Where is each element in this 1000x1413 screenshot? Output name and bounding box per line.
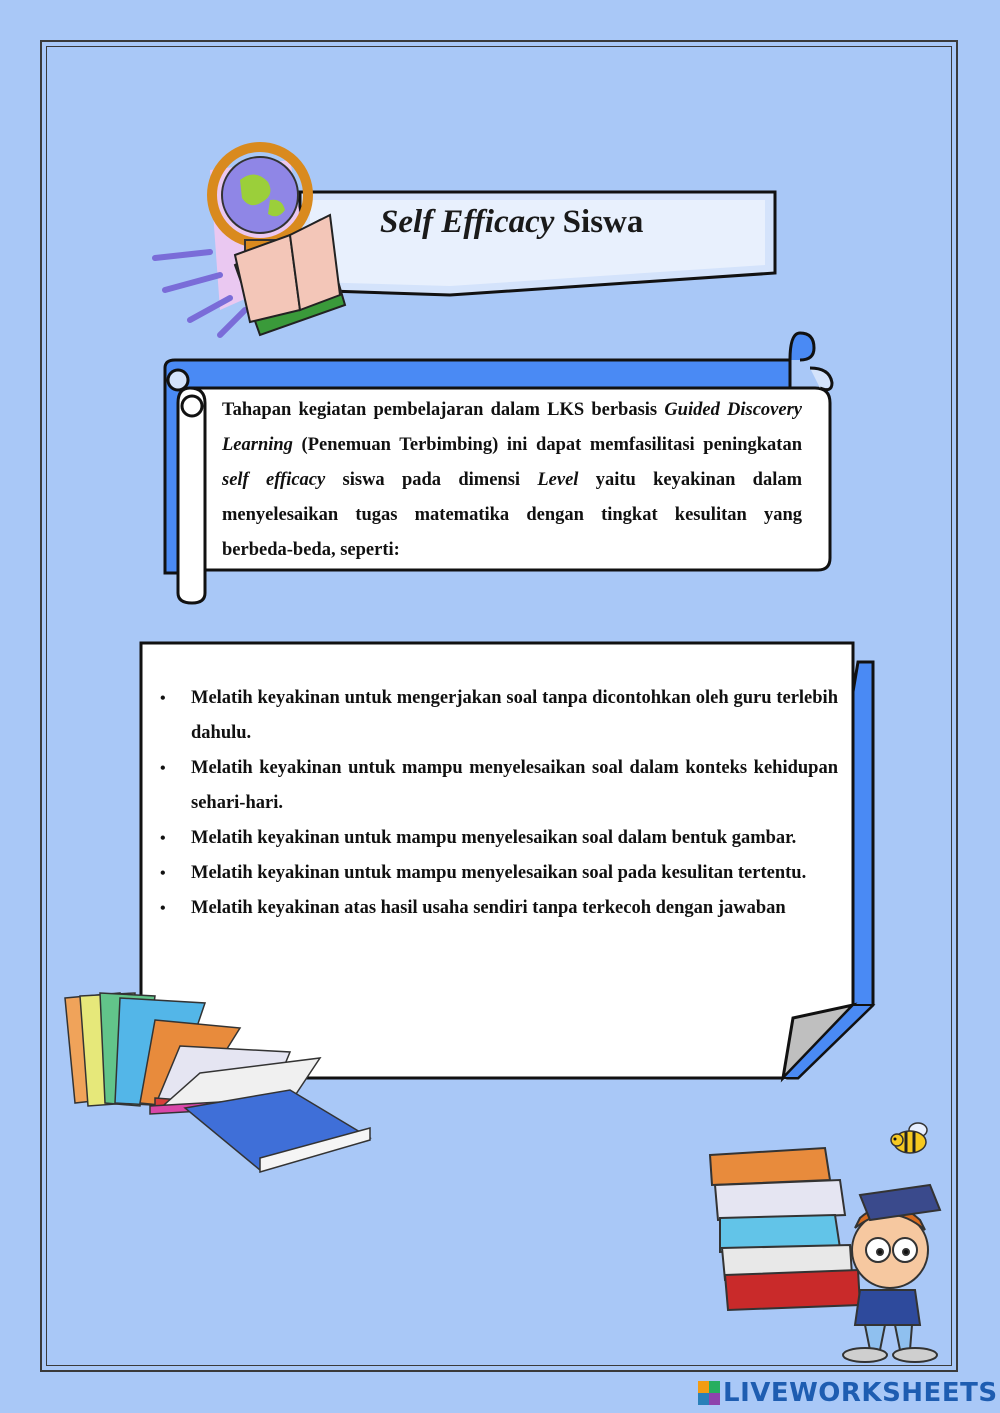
bullet-item xyxy=(160,821,838,856)
globe-book-icon xyxy=(155,147,345,335)
liveworksheets-logo-icon xyxy=(698,1381,720,1405)
bullet-item xyxy=(160,681,838,751)
bullet-text: Melatih keyakinan untuk mampu menyelesaikan soal dalam bentuk gambar. xyxy=(191,828,797,848)
page-title xyxy=(380,204,720,241)
title-normal: Siswa xyxy=(562,204,644,240)
bullet-text: Melatih keyakinan untuk mampu menyelesaikan soal dalam konteks kehidupan sehari-hari. xyxy=(191,758,838,813)
bullet-dot-icon: • xyxy=(160,690,166,707)
bullet-dot-icon: • xyxy=(160,830,166,847)
bullet-item xyxy=(160,856,838,891)
bullet-dot-icon: • xyxy=(160,900,166,917)
intro-text-segment: siswa pada dimensi xyxy=(325,470,538,490)
intro-emphasis: Guided Discovery Learning xyxy=(222,400,802,455)
intro-emphasis: self efficacy xyxy=(222,470,326,490)
intro-text-segment: (Penemuan Terbimbing) ini dapat memfasilitasi peningkatan xyxy=(292,435,802,455)
bullet-text: Melatih keyakinan atas hasil usaha sendiri tanpa terkecoh dengan jawaban xyxy=(191,898,786,918)
bullet-text: Melatih keyakinan untuk mengerjakan soal tanpa dicontohkan oleh guru terlebih dahulu. xyxy=(191,688,838,743)
intro-text-segment: Tahapan kegiatan pembelajaran dalam LKS berbasis xyxy=(222,400,665,420)
liveworksheets-brand xyxy=(698,1376,998,1410)
brand-text: LIVEWORKSHEETS xyxy=(723,1378,998,1408)
intro-text-segment: yaitu keyakinan dalam menyelesaikan tugas matematika dengan tingkat kesulitan yang berbeda-beda, seperti: xyxy=(222,470,803,560)
bullet-dot-icon: • xyxy=(160,865,166,882)
bullet-list xyxy=(160,681,838,926)
bullet-text: Melatih keyakinan untuk mampu menyelesaikan soal pada kesulitan tertentu. xyxy=(191,863,807,883)
boy-with-books-icon xyxy=(700,1140,950,1365)
bullet-item xyxy=(160,751,838,821)
bullet-item xyxy=(160,891,838,926)
stack-of-books-icon xyxy=(60,988,380,1178)
bullet-dot-icon: • xyxy=(160,760,166,777)
title-italic: Self Efficacy xyxy=(380,204,555,240)
intro-paragraph xyxy=(222,393,802,568)
intro-emphasis: Level xyxy=(537,470,579,490)
